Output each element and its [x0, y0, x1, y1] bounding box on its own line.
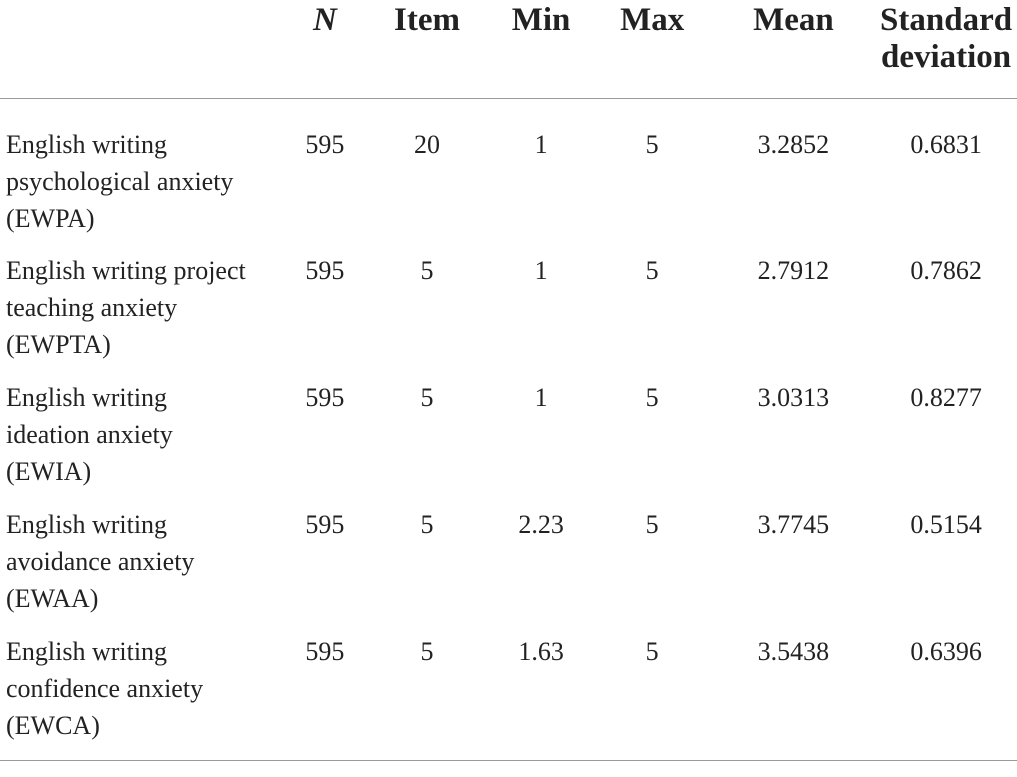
- cell-sd: 0.6396: [910, 637, 982, 666]
- cell-sd: 0.5154: [910, 510, 982, 539]
- header-label: [0, 0, 285, 98]
- cell-item: 20: [414, 129, 440, 159]
- cell-sd: 0.7862: [910, 256, 982, 285]
- row-label-text: English writing project teaching anxiety (EWPTA): [6, 256, 246, 359]
- cell-item: 5: [420, 637, 434, 666]
- cell-n: 595: [305, 510, 345, 539]
- cell-sd: 0.8277: [910, 383, 982, 412]
- header-min: Min: [511, 2, 571, 38]
- table-header: [0, 0, 1017, 98]
- cell-n: 595: [305, 129, 345, 159]
- cell-n: 595: [305, 256, 345, 285]
- table-row: [0, 633, 1017, 760]
- cell-mean: 3.7745: [757, 510, 830, 539]
- cell-max: 5: [645, 129, 659, 159]
- row-label: [0, 506, 285, 633]
- row-label: [0, 98, 285, 252]
- row-label: [0, 633, 285, 760]
- row-label-text: English writing avoidance anxiety (EWAA): [6, 510, 195, 613]
- cell-mean: 3.5438: [757, 637, 830, 666]
- cell-item: 5: [420, 256, 434, 285]
- cell-n: 595: [305, 637, 345, 666]
- row-label: [0, 252, 285, 379]
- cell-min: 1: [534, 256, 548, 285]
- cell-mean: 2.7912: [757, 256, 830, 285]
- cell-n: 595: [305, 383, 345, 412]
- cell-item: 5: [420, 510, 434, 539]
- header-max: Max: [620, 2, 685, 38]
- header-mean: Mean: [753, 2, 834, 38]
- header-item: Item: [394, 2, 460, 38]
- cell-item: 5: [420, 383, 434, 412]
- cell-max: 5: [645, 383, 659, 412]
- cell-mean: 3.0313: [757, 383, 830, 412]
- table-row: [0, 506, 1017, 633]
- cell-min: 2.23: [518, 510, 564, 539]
- row-label: [0, 379, 285, 506]
- table-row: [0, 98, 1017, 252]
- table-row: [0, 252, 1017, 379]
- row-label-text: English writing confidence anxiety (EWCA): [6, 637, 204, 740]
- header-n: N: [312, 2, 337, 38]
- header-row: [0, 0, 1017, 98]
- table-body: [0, 98, 1017, 760]
- cell-max: 5: [645, 256, 659, 285]
- header-standard-deviation: Standard deviation: [880, 2, 1013, 75]
- row-label-text: English writing ideation anxiety (EWIA): [6, 383, 173, 486]
- cell-max: 5: [645, 510, 659, 539]
- cell-min: 1: [534, 383, 548, 412]
- cell-sd: 0.6831: [910, 129, 982, 159]
- cell-min: 1: [534, 129, 548, 159]
- cell-mean: 3.2852: [757, 129, 830, 159]
- cell-min: 1.63: [518, 637, 564, 666]
- cell-max: 5: [645, 637, 659, 666]
- row-label-text: English writing psychological anxiety (EWPA): [6, 129, 234, 233]
- table-row: [0, 379, 1017, 506]
